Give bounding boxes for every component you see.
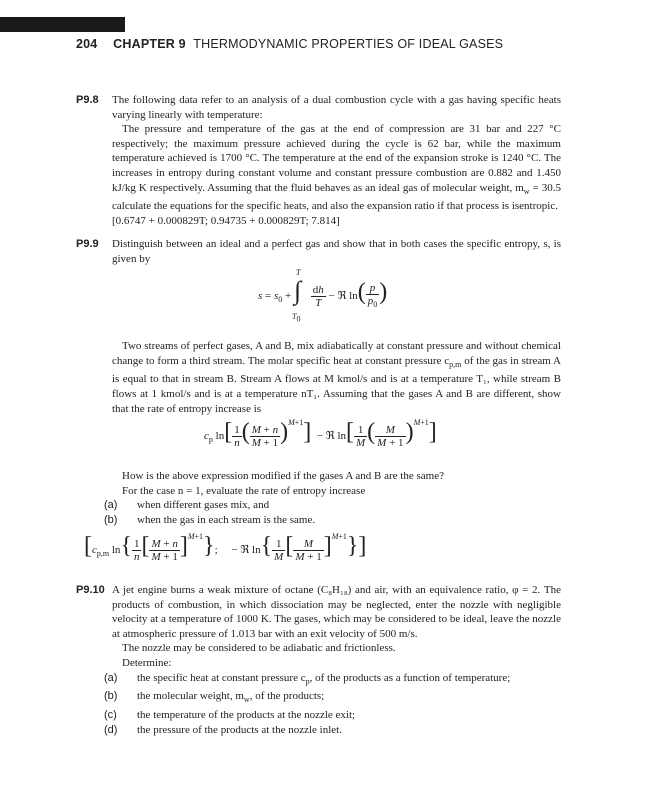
problem-9-9-part2 xyxy=(76,339,561,416)
answer-equation: [$c_{p,m}$ ln{ $\frac{1}{n}$ [ $\frac{M + n}{M + 1}$ ]$^{M+1}$}; − ℜ ln{ $\frac{1}{M}$ [ $\frac{M}{M + 1}$ ]$^{M+1}$}] xyxy=(84,532,367,563)
question-2: For the case n = 1, evaluate the rate of entropy increase xyxy=(122,484,366,497)
determine-label: Determine: xyxy=(122,656,172,669)
problem-number: P9.9 xyxy=(76,238,99,250)
problem-9-9 xyxy=(76,237,561,266)
item-a: (a) the specific heat at constant pressure $c_p$, of the products as a function of temperature; xyxy=(104,671,511,686)
item-d: (d) the pressure of the products at the nozzle inlet. xyxy=(104,723,342,736)
question-1: How is the above expression modified if the gases A and B are the same? xyxy=(122,470,444,482)
problem-9-8 xyxy=(76,93,561,229)
problem-body: The pressure and temperature of the gas at the end of compression are 31 bar and 227 °C respectively; the maximum pressure achieved during the cycle is 62 bar, while the maximum temperature achieved is 1700 °C. The temperature at the end of the expansion stroke is 1240 °C. The increases in entropy during constant volume and constant pressure combustion are 0.882 and 1.450 kJ/kg K respectively. Assuming that the fluid behaves as an ideal gas of molecular weight, $m_w = 30.5$ calculate the equations for the specific heats, and also the expansion ratio if that process is isentropic. xyxy=(112,123,561,213)
page-number: 204 xyxy=(76,37,98,51)
problem-intro: Distinguish between an ideal and a perfect gas and show that in both cases the specific entropy, s, is given by xyxy=(112,238,561,265)
problem-intro: The following data refer to an analysis of a dual combustion cycle with a gas having specific heats varying linearly with temperature: xyxy=(112,94,561,121)
problem-9-9-part3 xyxy=(76,469,561,527)
problem-9-10 xyxy=(76,583,561,737)
entropy-equation: $s = s_0$ + T ∫ $T_0$ $\frac{dh}{T}$ − ℜ ln( $\frac{p}{p_0}$ ) xyxy=(258,268,388,324)
page-header xyxy=(76,37,503,51)
chapter-title: THERMODYNAMIC PROPERTIES OF IDEAL GASES xyxy=(193,37,504,51)
part-a: (a) when different gases mix, and xyxy=(104,499,270,512)
problem-number: P9.8 xyxy=(76,94,99,106)
item-c: (c) the temperature of the products at the nozzle exit; xyxy=(104,709,356,722)
part-b: (b) when the gas in each stream is the same. xyxy=(104,513,316,526)
mixing-paragraph: Two streams of perfect gases, A and B, mix adiabatically at constant pressure and without chemical change to form a third stream. The molar specific heat at constant pressure $c_{p,m}$ of the gas in stream A is equal to that in stream B. Stream A flows at M kmol/s and is at a temperature T₁, while stream B flows at 1 kmol/s and is at a temperature nT₁. Assuming that the gases A and B are different, show that the rate of entropy increase is xyxy=(112,340,562,415)
header-bar xyxy=(0,17,125,32)
problem-intro: A jet engine burns a weak mixture of octane (C₈H₁₈) and air, with an equivalence ratio, φ = 2. The products of combustion, in which dissociation may be neglected, enter the nozzle with negligible velocity at a temperature of 1000 K. The gases, which may be considered to be ideal, leave the nozzle at atmospheric pressure of 1.013 bar with an exit velocity of 500 m/s. xyxy=(112,584,561,640)
problem-number: P9.10 xyxy=(76,584,105,596)
answer: [0.6747 + 0.000829T; 0.94735 + 0.000829T; 7.814] xyxy=(112,214,340,227)
item-b: (b) the molecular weight, $m_w$, of the products; xyxy=(104,690,325,705)
problem-line2: The nozzle may be considered to be adiabatic and frictionless. xyxy=(122,642,396,655)
chapter-label: CHAPTER 9 xyxy=(113,37,186,51)
entropy-increase-equation: $c_p$ ln[ $\frac{1}{n}$ ( $\frac{M + n}{M + 1}$ )$^{M+1}$] − ℜ ln[ $\frac{1}{M}$ ( $\frac{M}{M + 1}$ )$^{M+1}$] xyxy=(204,418,437,449)
